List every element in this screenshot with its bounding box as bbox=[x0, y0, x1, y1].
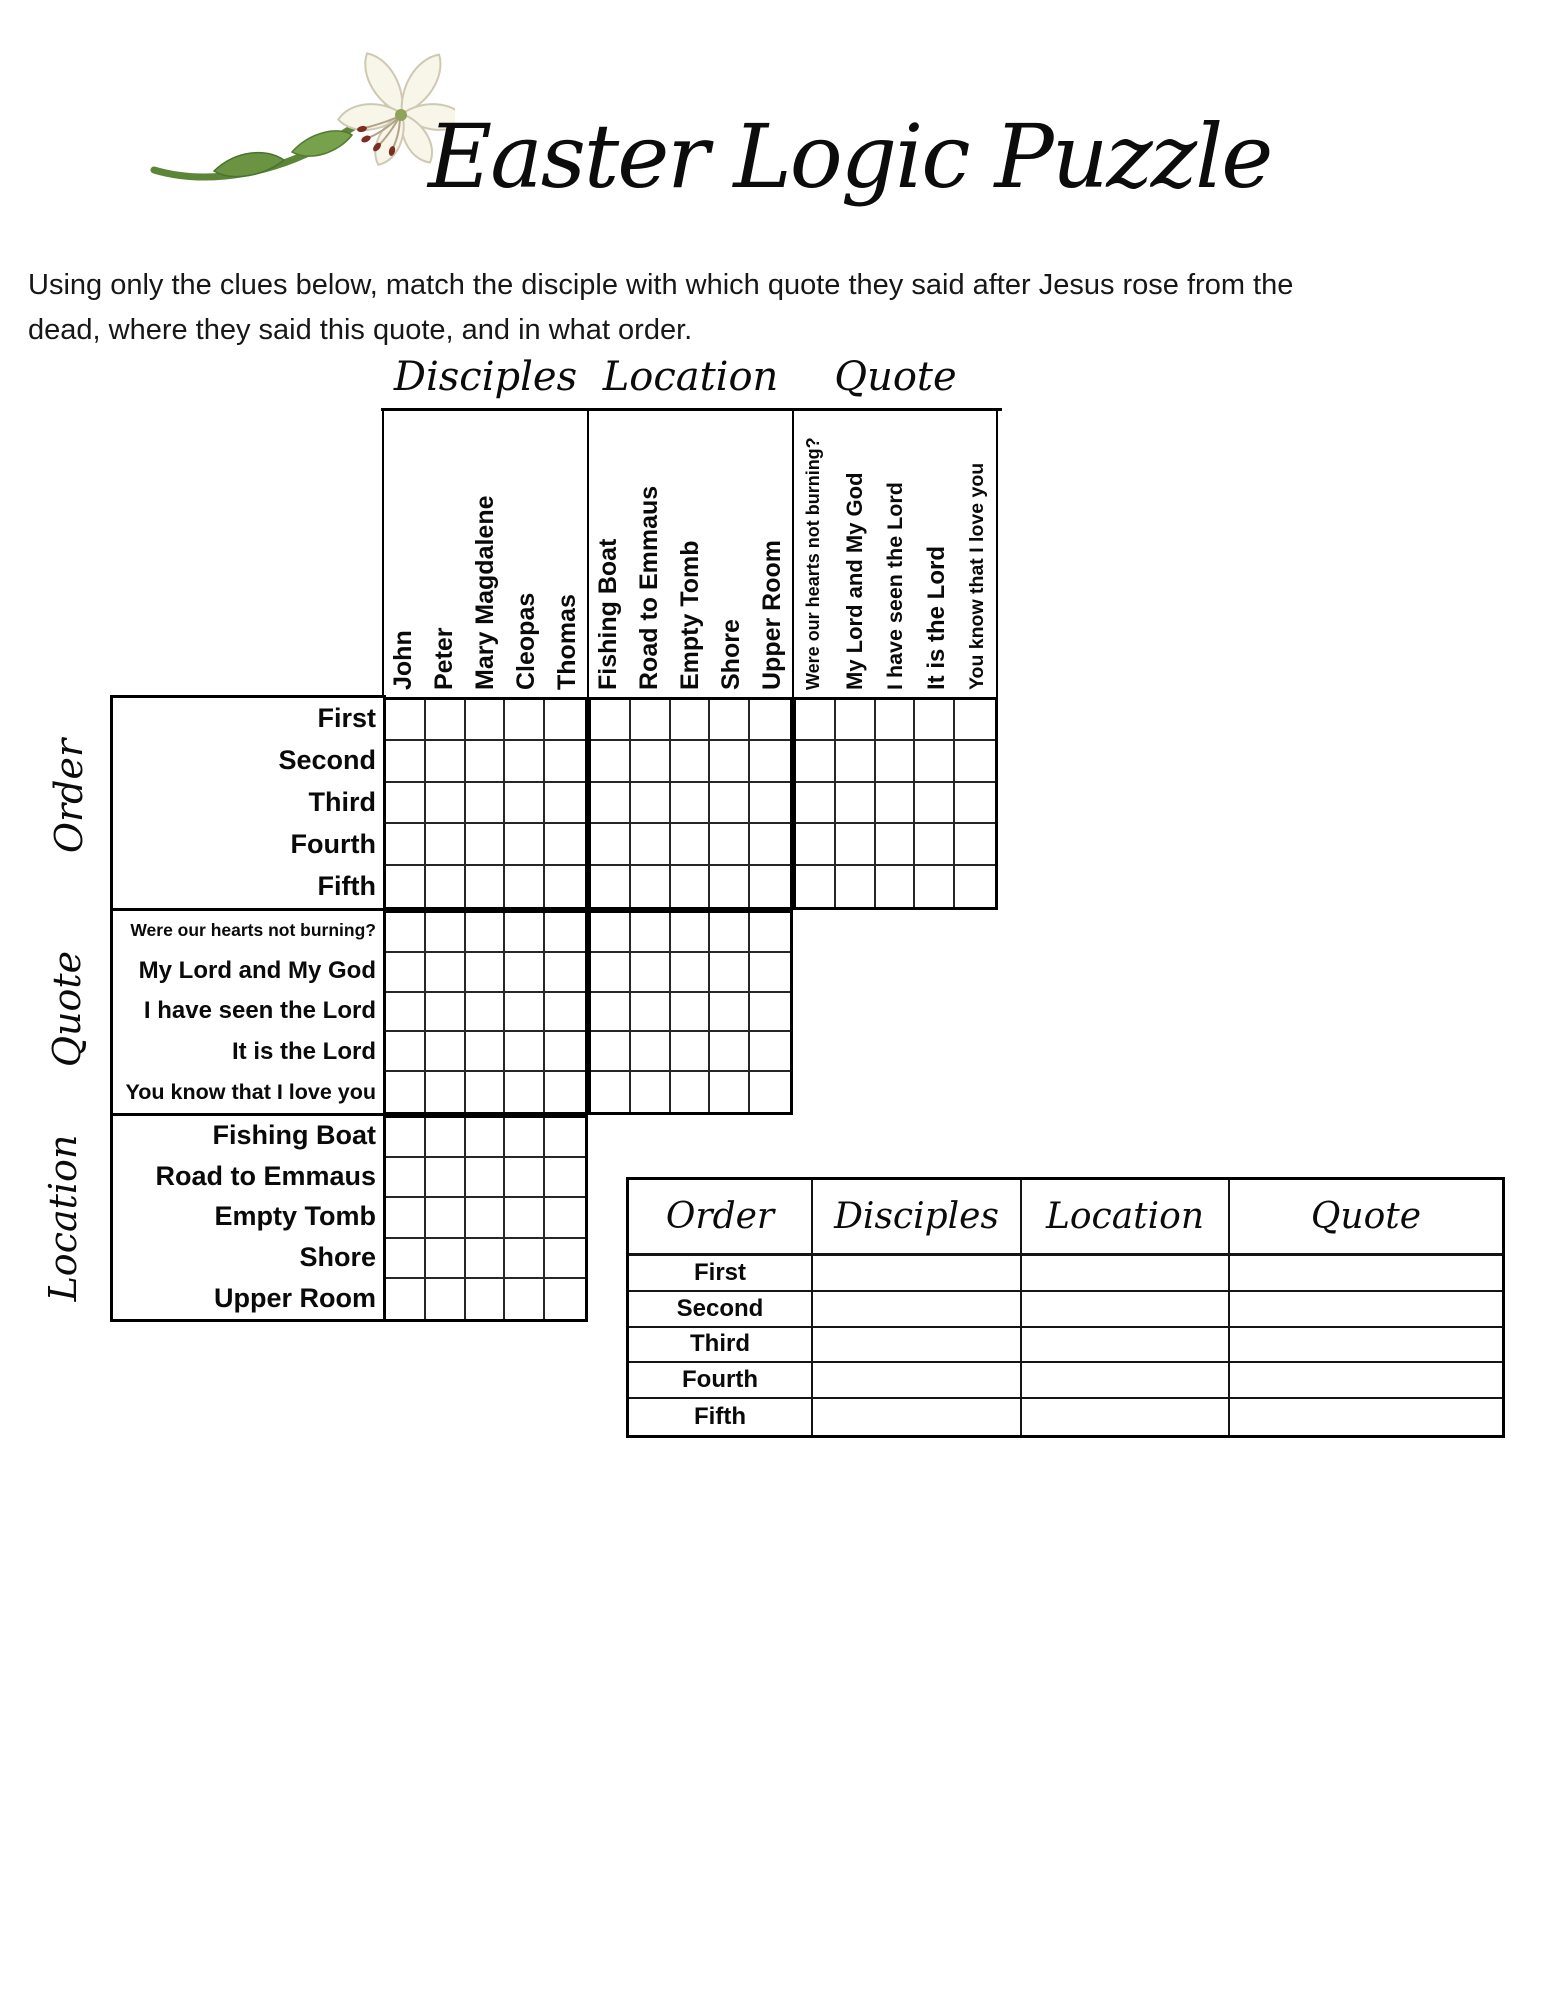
answer-table-row-label: Fifth bbox=[629, 1399, 813, 1435]
answer-table-cell bbox=[1022, 1292, 1230, 1328]
grid-block bbox=[383, 697, 588, 910]
grid-cell bbox=[545, 700, 585, 741]
grid-cell bbox=[591, 1072, 631, 1112]
grid-cell bbox=[710, 741, 750, 782]
answer-table-cell bbox=[1022, 1328, 1230, 1364]
grid-cell bbox=[466, 993, 506, 1033]
answer-table-cell bbox=[1230, 1256, 1502, 1292]
grid-cell bbox=[915, 783, 955, 824]
answer-table-cell bbox=[1230, 1328, 1502, 1364]
grid-column-label: Empty Tomb bbox=[676, 540, 704, 690]
grid-header-rule bbox=[381, 408, 1002, 411]
grid-cell bbox=[591, 953, 631, 993]
grid-cell bbox=[545, 1158, 585, 1198]
grid-cell bbox=[631, 953, 671, 993]
grid-cell bbox=[710, 783, 750, 824]
grid-row-label: Road to Emmaus bbox=[155, 1160, 376, 1191]
grid-cell bbox=[671, 700, 711, 741]
grid-cell bbox=[836, 866, 876, 907]
grid-row-label: Fifth bbox=[317, 871, 376, 902]
grid-row-label: My Lord and My God bbox=[138, 956, 376, 984]
grid-cell bbox=[466, 700, 506, 741]
answer-table-cell bbox=[1022, 1256, 1230, 1292]
grid-column-label: Peter bbox=[430, 627, 458, 690]
grid-cell bbox=[750, 866, 790, 907]
grid-cell bbox=[505, 1118, 545, 1158]
grid-cell bbox=[545, 1072, 585, 1112]
grid-cell bbox=[545, 824, 585, 865]
grid-cell bbox=[710, 913, 750, 953]
grid-cell bbox=[545, 913, 585, 953]
grid-cell bbox=[545, 1279, 585, 1319]
grid-cell bbox=[505, 993, 545, 1033]
grid-cell bbox=[466, 783, 506, 824]
grid-row-label: First bbox=[317, 702, 376, 733]
grid-cell bbox=[505, 913, 545, 953]
grid-cell bbox=[631, 824, 671, 865]
grid-cell bbox=[750, 824, 790, 865]
grid-cell bbox=[426, 1118, 466, 1158]
answer-table-cell bbox=[1022, 1363, 1230, 1399]
answer-table-row-label: Fourth bbox=[629, 1363, 813, 1399]
grid-cell bbox=[591, 741, 631, 782]
grid-cell bbox=[545, 993, 585, 1033]
answer-table-cell bbox=[1230, 1363, 1502, 1399]
grid-cell bbox=[671, 866, 711, 907]
answer-table-cell bbox=[1230, 1292, 1502, 1328]
answer-table-header-cell: Disciples bbox=[813, 1180, 1022, 1256]
grid-cell bbox=[796, 824, 836, 865]
grid-cell bbox=[591, 824, 631, 865]
grid-cell bbox=[631, 1032, 671, 1072]
side-label-order: Order bbox=[47, 738, 91, 854]
answer-table-cell bbox=[813, 1256, 1022, 1292]
grid-cell bbox=[915, 866, 955, 907]
answer-table-header-cell: Location bbox=[1022, 1180, 1230, 1256]
grid-block bbox=[588, 697, 793, 910]
grid-cell bbox=[796, 866, 836, 907]
grid-cell bbox=[466, 1158, 506, 1198]
grid-row-label: Empty Tomb bbox=[214, 1201, 376, 1232]
grid-cell bbox=[750, 741, 790, 782]
grid-cell bbox=[631, 700, 671, 741]
grid-cell bbox=[426, 1032, 466, 1072]
grid-cell bbox=[386, 824, 426, 865]
answer-table bbox=[626, 1177, 1505, 1438]
grid-cell bbox=[876, 824, 916, 865]
grid-category-header-quote: Quote bbox=[834, 354, 957, 400]
grid-cell bbox=[591, 700, 631, 741]
grid-cell bbox=[505, 700, 545, 741]
grid-cell bbox=[505, 824, 545, 865]
grid-cell bbox=[836, 700, 876, 741]
grid-cell bbox=[915, 741, 955, 782]
grid-cell bbox=[710, 993, 750, 1033]
grid-cell bbox=[750, 1072, 790, 1112]
grid-cell bbox=[876, 741, 916, 782]
grid-cell bbox=[750, 783, 790, 824]
grid-cell bbox=[545, 1032, 585, 1072]
grid-cell bbox=[386, 1239, 426, 1279]
grid-cell bbox=[505, 1032, 545, 1072]
grid-column-label: I have seen the Lord bbox=[883, 482, 907, 690]
answer-table-cell bbox=[813, 1292, 1022, 1328]
grid-cell bbox=[671, 913, 711, 953]
grid-cell bbox=[796, 741, 836, 782]
grid-cell bbox=[836, 783, 876, 824]
grid-row-label: Fishing Boat bbox=[212, 1119, 376, 1150]
grid-row-label: I have seen the Lord bbox=[143, 997, 376, 1025]
grid-cell bbox=[386, 741, 426, 782]
grid-cell bbox=[710, 866, 750, 907]
grid-cell bbox=[426, 700, 466, 741]
grid-cell bbox=[426, 1239, 466, 1279]
answer-table-cell bbox=[1022, 1399, 1230, 1435]
grid-cell bbox=[750, 993, 790, 1033]
grid-cell bbox=[386, 1072, 426, 1112]
lily-flower-icon bbox=[150, 38, 455, 200]
grid-cell bbox=[955, 824, 995, 865]
grid-column-label: Mary Magdalene bbox=[471, 495, 499, 690]
grid-category-header-location: Location bbox=[602, 354, 779, 400]
grid-cell bbox=[466, 1239, 506, 1279]
grid-cell bbox=[545, 1239, 585, 1279]
grid-cell bbox=[671, 741, 711, 782]
grid-column-label: It is the Lord bbox=[923, 546, 950, 690]
grid-column-label: Fishing Boat bbox=[594, 538, 622, 690]
grid-row-label: Third bbox=[308, 786, 376, 817]
grid-block bbox=[793, 697, 998, 910]
grid-cell bbox=[386, 1158, 426, 1198]
grid-cell bbox=[671, 953, 711, 993]
grid-cell bbox=[591, 993, 631, 1033]
grid-cell bbox=[915, 824, 955, 865]
grid-cell bbox=[505, 1198, 545, 1238]
grid-cell bbox=[591, 866, 631, 907]
grid-cell bbox=[386, 866, 426, 907]
row-label-frame-line bbox=[110, 1319, 386, 1322]
grid-cell bbox=[631, 913, 671, 953]
grid-cell bbox=[386, 993, 426, 1033]
grid-cell bbox=[505, 783, 545, 824]
grid-cell bbox=[545, 741, 585, 782]
grid-cell bbox=[671, 1032, 711, 1072]
grid-cell bbox=[505, 741, 545, 782]
grid-cell bbox=[545, 866, 585, 907]
grid-column-label: You know that I love you bbox=[966, 462, 988, 690]
grid-cell bbox=[426, 913, 466, 953]
grid-cell bbox=[750, 913, 790, 953]
grid-cell bbox=[386, 1279, 426, 1319]
grid-cell bbox=[710, 1032, 750, 1072]
grid-cell bbox=[426, 1198, 466, 1238]
grid-cell bbox=[545, 1118, 585, 1158]
grid-column-label: Upper Room bbox=[758, 540, 786, 690]
grid-cell bbox=[466, 866, 506, 907]
grid-column-label: My Lord and My God bbox=[842, 472, 867, 690]
grid-cell bbox=[631, 866, 671, 907]
grid-cell bbox=[545, 783, 585, 824]
grid-block bbox=[383, 910, 588, 1115]
grid-cell bbox=[426, 866, 466, 907]
grid-cell bbox=[710, 953, 750, 993]
grid-row-label: Shore bbox=[299, 1242, 376, 1273]
grid-cell bbox=[505, 1072, 545, 1112]
grid-cell bbox=[426, 993, 466, 1033]
grid-cell bbox=[505, 953, 545, 993]
grid-cell bbox=[591, 783, 631, 824]
grid-column-label: John bbox=[389, 630, 417, 690]
grid-cell bbox=[386, 700, 426, 741]
grid-cell bbox=[545, 1198, 585, 1238]
answer-table-row-label: First bbox=[629, 1256, 813, 1292]
grid-cell bbox=[750, 700, 790, 741]
grid-cell bbox=[915, 700, 955, 741]
grid-cell bbox=[955, 741, 995, 782]
grid-cell bbox=[955, 783, 995, 824]
answer-table-header-cell: Quote bbox=[1230, 1180, 1502, 1256]
grid-cell bbox=[426, 741, 466, 782]
grid-cell bbox=[466, 1072, 506, 1112]
grid-cell bbox=[386, 1032, 426, 1072]
grid-cell bbox=[466, 741, 506, 782]
grid-cell bbox=[466, 1198, 506, 1238]
grid-cell bbox=[426, 1072, 466, 1112]
grid-cell bbox=[386, 1198, 426, 1238]
grid-row-label: Upper Room bbox=[214, 1283, 376, 1314]
grid-block bbox=[383, 1115, 588, 1322]
page-title: Easter Logic Puzzle bbox=[428, 104, 1272, 208]
answer-table-row-label: Third bbox=[629, 1328, 813, 1364]
grid-column-label: Thomas bbox=[553, 594, 581, 690]
grid-cell bbox=[466, 953, 506, 993]
grid-column-label: Road to Emmaus bbox=[635, 485, 663, 690]
grid-cell bbox=[386, 913, 426, 953]
grid-cell bbox=[710, 1072, 750, 1112]
grid-cell bbox=[426, 824, 466, 865]
grid-cell bbox=[710, 824, 750, 865]
grid-cell bbox=[671, 824, 711, 865]
grid-category-header-disciples: Disciples bbox=[393, 354, 578, 400]
answer-table-cell bbox=[813, 1399, 1022, 1435]
grid-row-label: Second bbox=[278, 744, 376, 775]
grid-cell bbox=[545, 953, 585, 993]
grid-cell bbox=[836, 741, 876, 782]
side-label-location: Location bbox=[41, 1134, 85, 1302]
grid-cell bbox=[631, 1072, 671, 1112]
grid-cell bbox=[631, 741, 671, 782]
grid-cell bbox=[466, 1279, 506, 1319]
grid-cell bbox=[591, 913, 631, 953]
grid-cell bbox=[591, 1032, 631, 1072]
grid-cell bbox=[836, 824, 876, 865]
grid-cell bbox=[955, 700, 995, 741]
grid-cell bbox=[876, 866, 916, 907]
instructions: Using only the clues below, match the disciple with which quote they said after Jesus rose from the dead, where they said this quote, and in what order. bbox=[28, 269, 1294, 346]
answer-table-cell bbox=[1230, 1399, 1502, 1435]
grid-cell bbox=[505, 1239, 545, 1279]
grid-cell bbox=[876, 700, 916, 741]
grid-column-label: Shore bbox=[717, 619, 745, 690]
grid-cell bbox=[671, 993, 711, 1033]
grid-cell bbox=[466, 1032, 506, 1072]
grid-column-label: Cleopas bbox=[512, 592, 540, 690]
grid-cell bbox=[386, 1118, 426, 1158]
grid-cell bbox=[710, 700, 750, 741]
grid-cell bbox=[466, 913, 506, 953]
grid-cell bbox=[796, 700, 836, 741]
grid-cell bbox=[505, 1158, 545, 1198]
grid-cell bbox=[426, 783, 466, 824]
grid-cell bbox=[631, 783, 671, 824]
grid-cell bbox=[796, 783, 836, 824]
grid-cell bbox=[750, 953, 790, 993]
grid-column-label: Were our hearts not burning? bbox=[803, 437, 823, 690]
answer-table-cell bbox=[813, 1328, 1022, 1364]
grid-cell bbox=[876, 783, 916, 824]
grid-cell bbox=[426, 1158, 466, 1198]
grid-row-label: It is the Lord bbox=[232, 1038, 376, 1066]
grid-cell bbox=[631, 993, 671, 1033]
answer-table-cell bbox=[813, 1363, 1022, 1399]
grid-cell bbox=[426, 1279, 466, 1319]
grid-cell bbox=[505, 1279, 545, 1319]
answer-table-header-cell: Order bbox=[629, 1180, 813, 1256]
grid-row-label: Were our hearts not burning? bbox=[130, 919, 376, 940]
grid-cell bbox=[671, 783, 711, 824]
grid-block bbox=[588, 910, 793, 1115]
grid-cell bbox=[505, 866, 545, 907]
grid-cell bbox=[466, 824, 506, 865]
grid-row-label: You know that I love you bbox=[125, 1080, 376, 1105]
grid-cell bbox=[466, 1118, 506, 1158]
grid-cell bbox=[426, 953, 466, 993]
grid-cell bbox=[386, 783, 426, 824]
answer-table-row-label: Second bbox=[629, 1292, 813, 1328]
grid-cell bbox=[671, 1072, 711, 1112]
side-label-quote: Quote bbox=[45, 950, 89, 1068]
grid-cell bbox=[386, 953, 426, 993]
grid-row-label: Fourth bbox=[290, 829, 376, 860]
grid-cell bbox=[750, 1032, 790, 1072]
grid-cell bbox=[955, 866, 995, 907]
